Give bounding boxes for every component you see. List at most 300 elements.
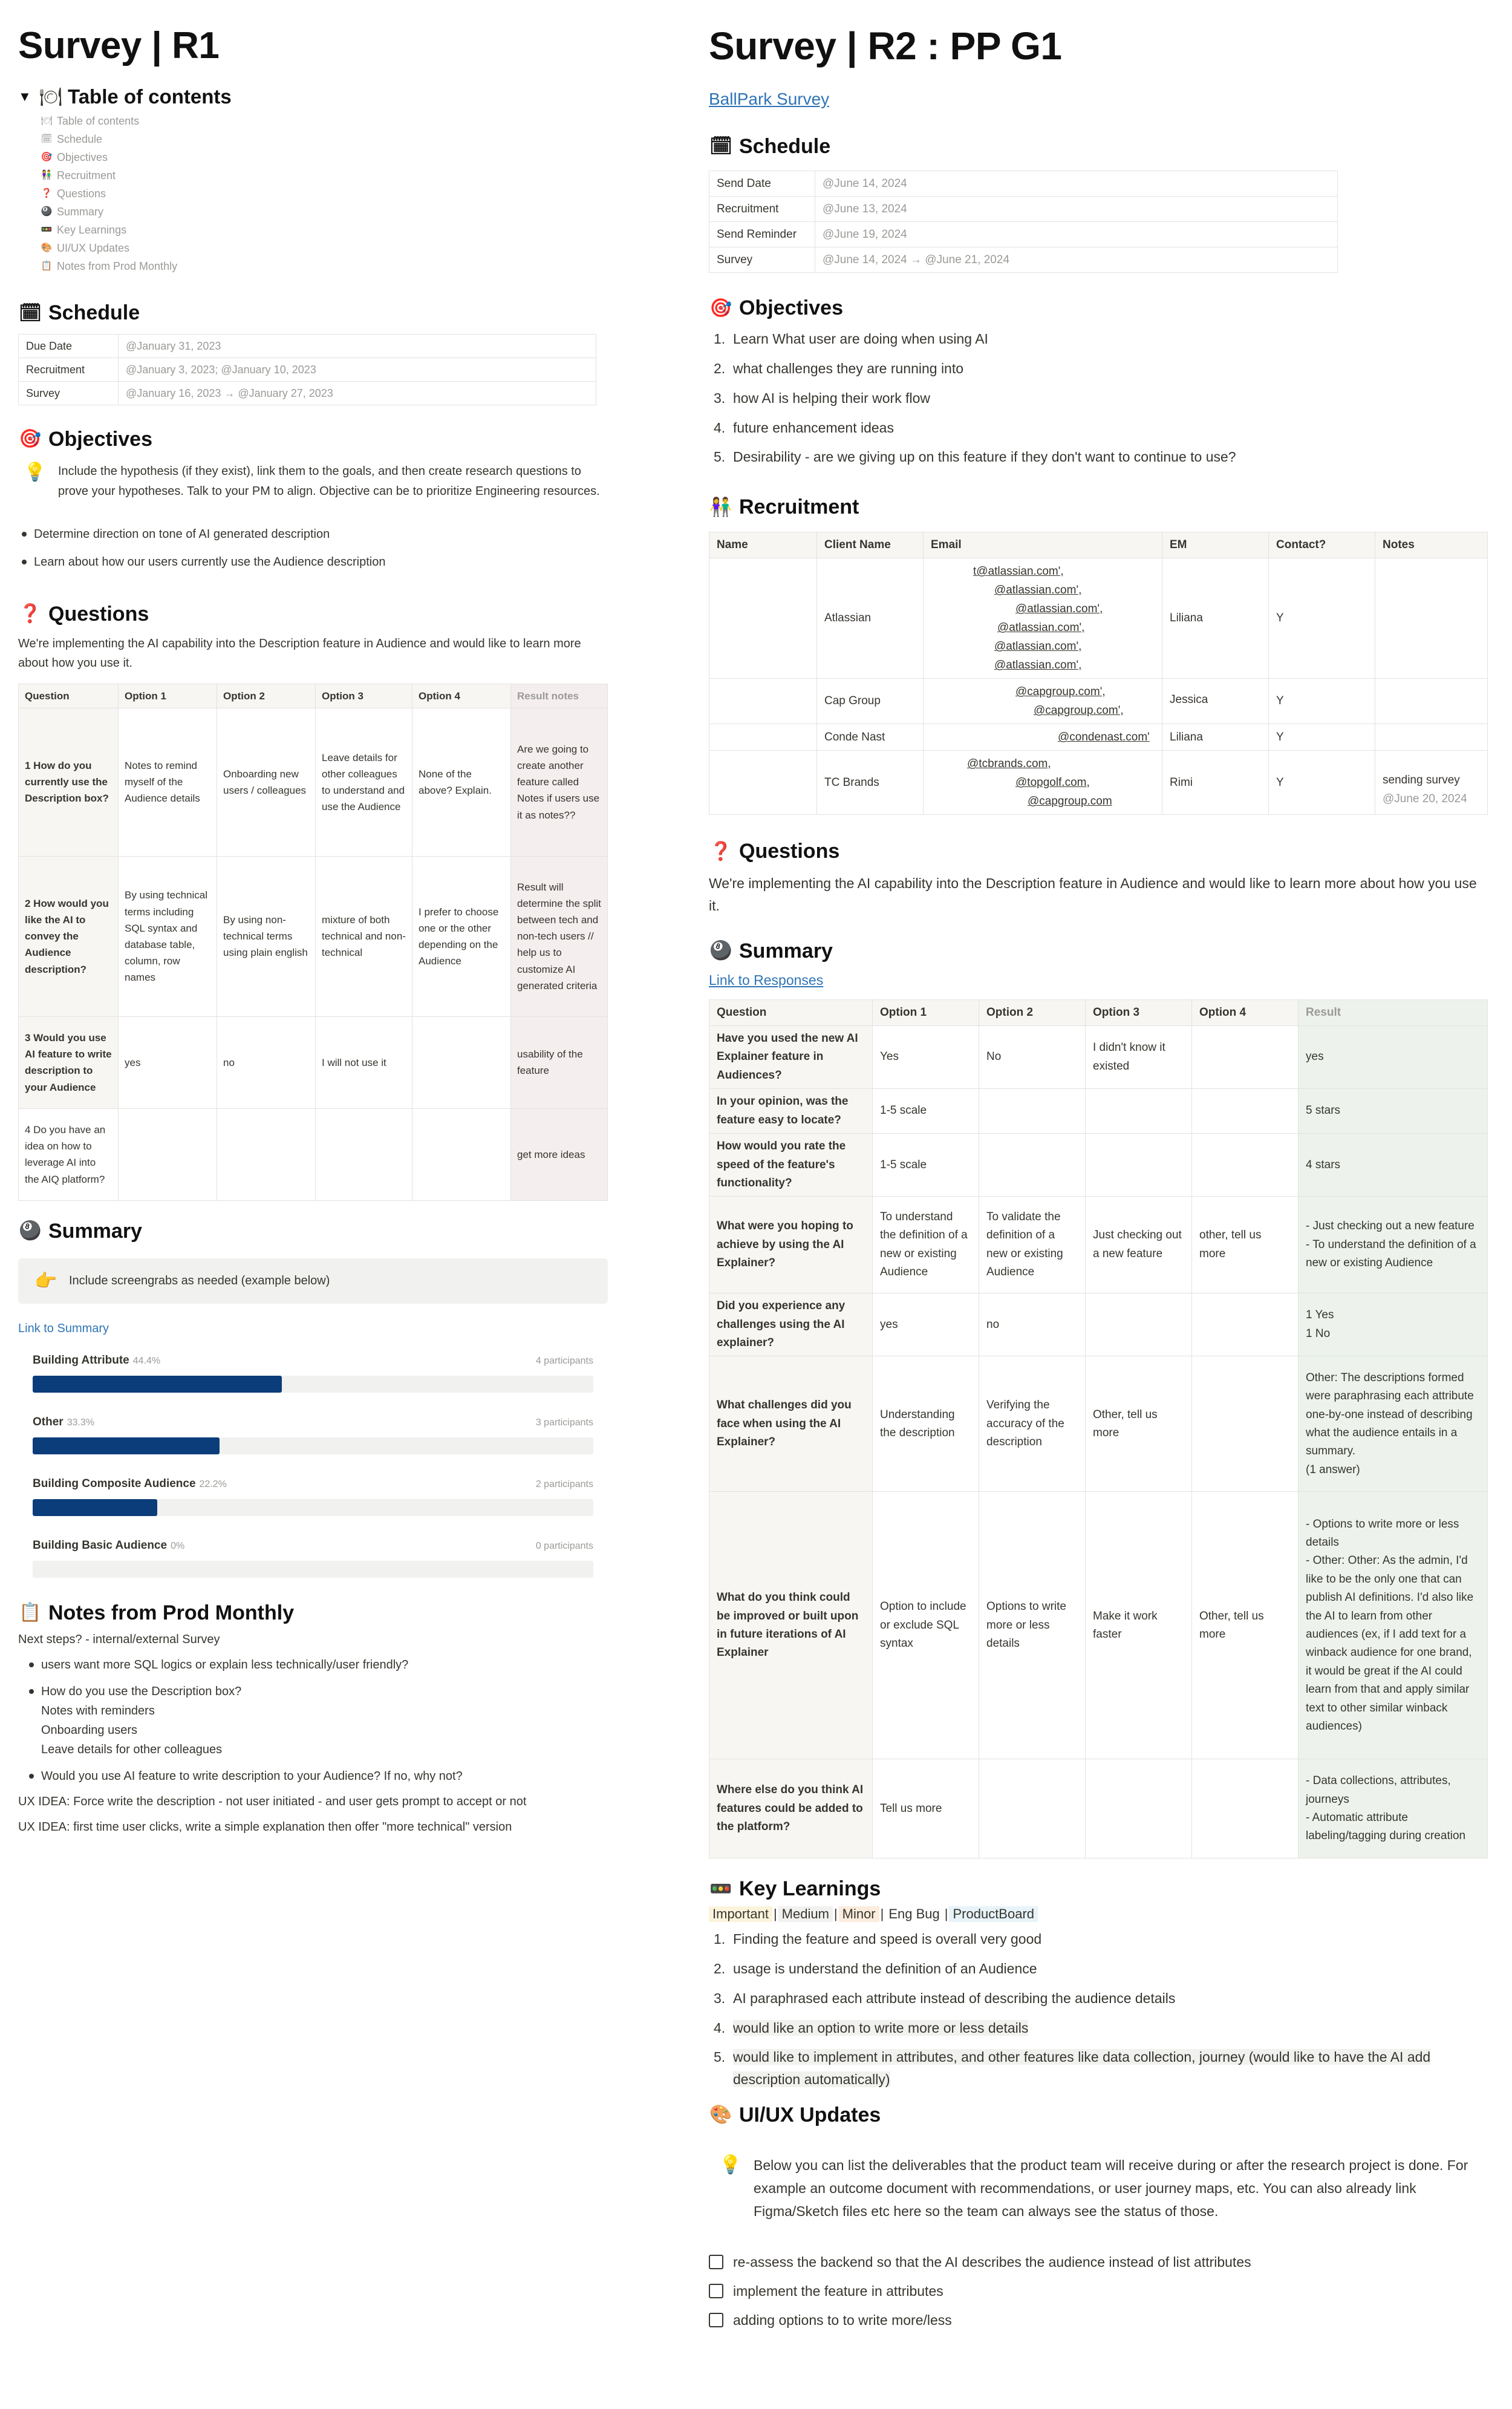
recruitment-heading [709, 495, 1488, 520]
col-header: Option 2 [979, 999, 1086, 1025]
bar-track [33, 1437, 593, 1454]
table-cell [1192, 1025, 1299, 1088]
table-cell: Options to write more or less details [979, 1492, 1086, 1759]
table-cell [1086, 1293, 1192, 1356]
table-cell: Y [1269, 751, 1375, 815]
col-header: Name [709, 532, 817, 558]
bar-fill [33, 1499, 157, 1516]
bar-track [33, 1561, 593, 1578]
table-cell: 4 Do you have an idea on how to leverage AI into the AIQ platform? [19, 1108, 119, 1200]
list-item-text: Learn What user are doing when using AI [733, 331, 988, 347]
bar-name: Building Attribute [33, 1353, 129, 1367]
table-cell [1192, 1759, 1299, 1858]
table-cell: Make it work faster [1086, 1492, 1192, 1759]
list-item-text: would like to implement in attributes, and other features like data collection, journey (would like to have the AI add description automatically) [733, 2049, 1431, 2088]
summary-heading [709, 939, 1488, 964]
notes-cell [1375, 751, 1488, 815]
table-row [19, 382, 596, 405]
toc-toggle[interactable] [18, 85, 608, 108]
objectives-list [709, 328, 1488, 468]
col-header: Result [1299, 999, 1488, 1025]
target-icon: 🎯 [41, 152, 53, 163]
list-item-text: Finding the feature and speed is overall very good [733, 1931, 1042, 1947]
table-cell [1192, 1134, 1299, 1197]
eight-ball-icon: 🎱 [19, 1221, 42, 1241]
email-link[interactable]: @capgroup.com', [1015, 685, 1106, 699]
email-link[interactable]: @atlassian.com', [997, 621, 1085, 635]
table-cell: What do you think could be improved or built upon in future iterations of AI Explainer [709, 1492, 873, 1759]
list-item-line: Notes with reminders [41, 1704, 155, 1718]
table-cell: To understand the definition of a new or existing Audience [873, 1197, 979, 1293]
email-cell [924, 679, 1162, 724]
table-row [709, 171, 1338, 197]
plate-icon: 🍽 [39, 87, 63, 107]
questions-intro: We're implementing the AI capability into the Description feature in Audience and would like to learn more about how you use it. [709, 875, 1477, 914]
table-cell: No [979, 1025, 1086, 1088]
prop-key: Send Reminder [709, 222, 815, 247]
summary-table [709, 999, 1488, 1859]
col-header: Option 4 [412, 684, 511, 708]
table-cell: Understanding the description [873, 1356, 979, 1492]
table-cell: Tell us more [873, 1759, 979, 1858]
table-cell: Notes to remind myself of the Audience details [119, 708, 217, 856]
list-item: 2. usage is understand the definition of an Audience [714, 1961, 1037, 1977]
table-row [19, 856, 608, 1016]
table-row [709, 1197, 1488, 1293]
objectives-callout [18, 462, 608, 502]
todo-list [709, 2252, 1488, 2330]
todo-item [709, 2281, 1488, 2301]
recruitment-table [709, 532, 1488, 815]
table-cell [1192, 1293, 1299, 1356]
col-header: Question [709, 999, 873, 1025]
bar-row [33, 1477, 593, 1516]
list-item-text: usage is understand the definition of an Audience [733, 1961, 1037, 1977]
schedule-table [18, 334, 596, 405]
table-cell: - Data collections, attributes, journeys - Automatic attribute labeling/tagging during creation [1299, 1759, 1488, 1858]
lightbulb-icon: 💡 [24, 462, 47, 482]
notes-date[interactable]: @June 20, 2024 [1383, 792, 1467, 805]
toc-item[interactable] [40, 257, 608, 275]
bar-row [33, 1354, 593, 1393]
notes-text: sending survey [1383, 774, 1460, 787]
bar-count: 2 participants [535, 1479, 593, 1489]
callout-text: Below you can list the deliverables that the product team will receive during or after the research project is done. For example an outcome document with recommendations, or user journey maps, etc. You can also already link Figma/Sketch files etc here so the team can always see the status of those. [754, 2157, 1468, 2219]
prop-value[interactable]: @January 3, 2023; @January 10, 2023 [119, 358, 596, 382]
toc-item-label[interactable]: Key Learnings [57, 224, 127, 237]
bar-row [33, 1539, 593, 1578]
table-cell [709, 724, 817, 751]
table-cell: 1 Yes 1 No [1299, 1293, 1488, 1356]
table-cell [1375, 558, 1488, 679]
bar-track [33, 1499, 593, 1516]
table-row [709, 1759, 1488, 1858]
table-cell: By using technical terms including SQL syntax and database table, column, row names [119, 856, 217, 1016]
list-item: 1. Finding the feature and speed is overall very good [714, 1931, 1042, 1947]
link-to-summary[interactable]: Link to Summary [18, 1321, 109, 1335]
heading-text: Summary [48, 1219, 142, 1243]
schedule-table [709, 171, 1338, 273]
table-row [709, 1293, 1488, 1356]
table-cell: I prefer to choose one or the other depending on the Audience [412, 856, 511, 1016]
table-row [19, 708, 608, 856]
table-cell: Other: The descriptions formed were paraphrasing each attribute one-by-one instead of describing what the audience entails in a summary. (1 answer) [1299, 1356, 1488, 1492]
people-icon: 👫 [41, 170, 53, 181]
bar-fill [33, 1376, 282, 1393]
table-cell [979, 1089, 1086, 1134]
list-item: 1. Learn What user are doing when using AI [714, 331, 988, 347]
col-header: Option 3 [1086, 999, 1192, 1025]
toc-item[interactable] [40, 185, 608, 203]
bar-label-wrap [33, 1477, 227, 1491]
table-cell [1375, 679, 1488, 724]
toc-item-label[interactable]: Notes from Prod Monthly [57, 260, 178, 273]
table-cell: 1 How do you currently use the Description box? [19, 708, 119, 856]
table-cell: Y [1269, 679, 1375, 724]
heading-text: Objectives [739, 296, 843, 320]
notes-list [25, 1655, 608, 1786]
bar-header [33, 1354, 593, 1367]
todo-item [709, 2252, 1488, 2272]
email-link[interactable]: @capgroup.com', [1034, 704, 1124, 717]
table-cell: no [217, 1016, 316, 1108]
prop-value[interactable]: @January 16, 2023 → @January 27, 2023 [119, 382, 596, 405]
clipboard-icon: 📋 [41, 261, 53, 272]
toc-item-label[interactable]: Schedule [57, 133, 103, 146]
list-item: 3. AI paraphrased each attribute instead of describing the audience details [714, 1990, 1176, 2006]
summary-callout [18, 1258, 608, 1304]
plate-icon: 🍽 [41, 116, 53, 126]
list-item-text: what challenges they are running into [733, 360, 964, 376]
heading-text: Recruitment [739, 495, 859, 519]
col-header: Option 1 [119, 684, 217, 708]
toc-item-label[interactable]: UI/UX Updates [57, 242, 130, 255]
objectives-heading [18, 427, 608, 452]
objectives-heading [709, 296, 1488, 321]
table-cell [412, 1108, 511, 1200]
toc-item[interactable] [40, 112, 608, 130]
table-row [709, 724, 1488, 751]
page-title-r2: Survey | R2 : PP G1 [709, 24, 1062, 68]
table-cell: yes [119, 1016, 217, 1108]
col-header: Email [924, 532, 1162, 558]
bar-count: 0 participants [535, 1540, 593, 1551]
table-row [709, 197, 1338, 222]
table-cell: TC Brands [817, 751, 924, 815]
table-cell: - Just checking out a new feature - To understand the definition of a new or existing Audience [1299, 1197, 1488, 1293]
heading-text: UI/UX Updates [739, 2103, 881, 2127]
list-item: 4. future enhancement ideas [714, 419, 894, 436]
table-cell: yes [873, 1293, 979, 1356]
table-cell: 5 stars [1299, 1089, 1488, 1134]
bar-label-wrap [33, 1539, 184, 1552]
table-cell: 2 How would you like the AI to convey the Audience description? [19, 856, 119, 1016]
col-header: Option 1 [873, 999, 979, 1025]
table-row [19, 1108, 608, 1200]
uiux-callout [709, 2154, 1488, 2223]
list-item-text: AI paraphrased each attribute instead of describing the audience details [733, 1990, 1176, 2006]
table-cell [1375, 724, 1488, 751]
table-cell: - Options to write more or less details - Other: Other: As the admin, I'd like to be the only one that can publish AI definitions. I'd also like the AI to learn from other audiences (ex, if I add text for a winback audience for one brand, it would be great if the AI could learn from that and apply similar text to other similar winback audiences) [1299, 1492, 1488, 1759]
separator: | [880, 1906, 884, 1922]
calendar-icon: 🗓 [18, 302, 42, 323]
bar-name: Building Composite Audience [33, 1477, 196, 1490]
ballpark-survey-link[interactable]: BallPark Survey [709, 89, 830, 108]
email-link[interactable]: @atlassian.com', [994, 640, 1082, 653]
toc-item[interactable] [40, 203, 608, 221]
email-link[interactable]: @atlassian.com', [994, 584, 1082, 597]
table-cell: What were you hoping to achieve by using the AI Explainer? [709, 1197, 873, 1293]
tag-important: Important [709, 1906, 772, 1922]
table-cell: Other, tell us more [1192, 1492, 1299, 1759]
table-cell [217, 1108, 316, 1200]
table-cell: 3 Would you use AI feature to write description to your Audience [19, 1016, 119, 1108]
email-link[interactable]: @topgolf.com, [1015, 776, 1090, 789]
table-cell [1086, 1134, 1192, 1197]
email-cell [924, 751, 1162, 815]
table-cell: How would you rate the speed of the feature's functionality? [709, 1134, 873, 1197]
table-cell: Y [1269, 558, 1375, 679]
toc-item[interactable] [40, 148, 608, 166]
table-header-row [19, 684, 608, 708]
left-page [18, 0, 608, 1837]
toc-item[interactable] [40, 130, 608, 148]
email-link[interactable]: @tcbrands.com, [967, 757, 1051, 771]
email-link[interactable]: @atlassian.com', [1015, 603, 1103, 616]
col-header: Option 4 [1192, 999, 1299, 1025]
toc-item-label[interactable]: Questions [57, 188, 106, 200]
ballpark-link-wrap [709, 90, 1488, 109]
prop-key: Survey [709, 247, 815, 273]
table-cell: Leave details for other colleagues to understand and use the Audience [316, 708, 412, 856]
table-cell: Cap Group [817, 679, 924, 724]
toc-item-label[interactable]: Summary [57, 206, 104, 218]
bar-percent: 22.2% [199, 1479, 227, 1489]
table-cell: Atlassian [817, 558, 924, 679]
table-cell [1192, 1089, 1299, 1134]
traffic-light-icon: 🚥 [41, 224, 53, 235]
ux-idea-text: UX IDEA: first time user clicks, write a simple explanation then offer "more technical" version [18, 1820, 512, 1834]
table-cell: Jessica [1162, 679, 1269, 724]
list-item: 5. would like to implement in attributes, and other features like data collection, journey (would like to have the AI add description automatically) [714, 2049, 1431, 2088]
page-title-r1: Survey | R1 [18, 25, 220, 67]
table-cell: 4 stars [1299, 1134, 1488, 1197]
col-header: EM [1162, 532, 1269, 558]
list-item: Determine direction on tone of AI generated description [18, 525, 608, 544]
separator: | [833, 1906, 838, 1922]
tag-productboard: ProductBoard [949, 1906, 1038, 1922]
table-cell [316, 1108, 412, 1200]
bar-name: Other [33, 1415, 64, 1428]
table-cell: Other, tell us more [1086, 1356, 1192, 1492]
table-row [709, 247, 1338, 273]
next-steps-text: Next steps? - internal/external Survey [18, 1633, 220, 1647]
eight-ball-icon: 🎱 [709, 941, 732, 961]
bar-name: Building Basic Audience [33, 1538, 168, 1552]
heading-text: Objectives [48, 428, 152, 451]
email-cell [924, 724, 1162, 751]
toc-item-label[interactable]: Table of contents [57, 115, 140, 128]
table-row [19, 335, 596, 358]
ux-idea-text: UX IDEA: Force write the description - not user initiated - and user gets prompt to accept or not [18, 1795, 527, 1809]
table-cell [979, 1759, 1086, 1858]
table-row [19, 1016, 608, 1108]
bar-percent: 44.4% [132, 1355, 161, 1366]
prop-value[interactable]: @January 31, 2023 [119, 335, 596, 358]
toc-heading: Table of contents [68, 85, 232, 108]
bar-row [33, 1416, 593, 1454]
table-cell: 1-5 scale [873, 1134, 979, 1197]
checkbox[interactable] [709, 2284, 723, 2298]
table-row [709, 1356, 1488, 1492]
calendar-icon: 🗓 [41, 134, 53, 145]
prop-key: Recruitment [19, 358, 119, 382]
eight-ball-icon: 🎱 [41, 206, 53, 217]
table-header-row [709, 532, 1488, 558]
table-row [709, 1025, 1488, 1088]
email-cell [924, 558, 1162, 679]
todo-text: re-assess the backend so that the AI describes the audience instead of list attributes [733, 2254, 1251, 2270]
col-header: Question [19, 684, 119, 708]
list-item-text: how AI is helping their work flow [733, 390, 930, 406]
table-cell: To validate the definition of a new or existing Audience [979, 1197, 1086, 1293]
prop-value[interactable]: @June 13, 2024 [815, 197, 1338, 222]
checkbox[interactable] [709, 2313, 723, 2327]
responses-link-wrap [709, 972, 1488, 989]
list-item-text: Desirability - are we giving up on this feature if they don't want to continue to use? [733, 449, 1236, 465]
list-item: 5. Desirability - are we giving up on this feature if they don't want to continue to use? [714, 449, 1236, 465]
separator: | [773, 1906, 777, 1922]
table-cell: Liliana [1162, 558, 1269, 679]
callout-text: Include screengrabs as needed (example below) [69, 1273, 330, 1287]
bar-header [33, 1416, 593, 1429]
toc-item[interactable] [40, 166, 608, 185]
table-cell: yes [1299, 1025, 1488, 1088]
bar-count: 3 participants [535, 1417, 593, 1428]
prop-key: Survey [19, 382, 119, 405]
list-item: users want more SQL logics or explain less technically/user friendly? [25, 1655, 608, 1675]
list-item-line: Onboarding users [41, 1724, 137, 1737]
table-cell [709, 751, 817, 815]
bar-fill [33, 1437, 220, 1454]
link-to-responses[interactable]: Link to Responses [709, 972, 824, 988]
table-cell [709, 558, 817, 679]
table-cell: no [979, 1293, 1086, 1356]
table-cell: Onboarding new users / colleagues [217, 708, 316, 856]
list-item: 4. would like an option to write more or less details [714, 2019, 1029, 2036]
palette-icon: 🎨 [709, 2105, 732, 2125]
table-row [709, 1089, 1488, 1134]
checkbox[interactable] [709, 2255, 723, 2269]
table-cell: other, tell us more [1192, 1197, 1299, 1293]
target-icon: 🎯 [19, 429, 42, 449]
email-link[interactable]: t@atlassian.com', [973, 565, 1064, 578]
table-row [19, 358, 596, 382]
summary-bar-chart [33, 1354, 593, 1578]
list-item-line: Leave details for other colleagues [41, 1743, 223, 1757]
list-item: 2. what challenges they are running into [714, 360, 964, 376]
triangle-down-icon[interactable]: ▼ [18, 89, 31, 105]
prop-key: Due Date [19, 335, 119, 358]
table-cell: Just checking out a new feature [1086, 1197, 1192, 1293]
heading-text: Key Learnings [739, 1877, 881, 1901]
prop-value[interactable]: @June 14, 2024 → @June 21, 2024 [815, 247, 1338, 273]
toc-item-label[interactable]: Objectives [57, 151, 108, 164]
list-item: 3. how AI is helping their work flow [714, 390, 930, 406]
list-item: Learn about how our users currently use the Audience description [18, 552, 608, 572]
table-cell: By using non-technical terms using plain english [217, 856, 316, 1016]
table-row [709, 1134, 1488, 1197]
schedule-heading [709, 134, 1488, 159]
table-cell: Have you used the new AI Explainer feature in Audiences? [709, 1025, 873, 1088]
toc-item[interactable] [40, 239, 608, 257]
questions-heading [709, 839, 1488, 864]
prop-key: Send Date [709, 171, 815, 197]
col-header: Client Name [817, 532, 924, 558]
todo-text: implement the feature in attributes [733, 2283, 943, 2299]
tag-medium: Medium [778, 1906, 833, 1922]
bar-percent: 33.3% [67, 1417, 95, 1428]
traffic-light-icon: 🚥 [709, 1878, 732, 1899]
priority-legend [709, 1906, 1488, 1922]
table-cell: Yes [873, 1025, 979, 1088]
people-icon: 👫 [709, 497, 732, 517]
table-cell: get more ideas [511, 1108, 608, 1200]
table-cell: 1-5 scale [873, 1089, 979, 1134]
right-page [709, 0, 1488, 2339]
list-item [25, 1682, 608, 1759]
toc-item-label[interactable]: Recruitment [57, 169, 116, 182]
notes-heading [18, 1601, 608, 1626]
list-item-text: would like an option to write more or less details [733, 2019, 1029, 2036]
prop-value[interactable]: @June 14, 2024 [815, 171, 1338, 197]
email-link[interactable]: @condenast.com' [1058, 731, 1150, 744]
palette-icon: 🎨 [41, 243, 53, 253]
col-header: Option 3 [316, 684, 412, 708]
tag-minor: Minor [839, 1906, 879, 1922]
email-link[interactable]: @capgroup.com [1028, 795, 1112, 808]
prop-value[interactable]: @June 19, 2024 [815, 222, 1338, 247]
table-cell: Liliana [1162, 724, 1269, 751]
callout-text: Include the hypothesis (if they exist), link them to the goals, and then create research questions to prove your hypotheses. Talk to your PM to align. Objective can be to prioritize Engineering resources. [58, 464, 600, 498]
table-cell [979, 1134, 1086, 1197]
question-icon: ❓ [41, 188, 53, 199]
table-cell: Conde Nast [817, 724, 924, 751]
questions-heading [18, 602, 608, 627]
bar-label-wrap [33, 1354, 160, 1367]
questions-intro: We're implementing the AI capability into the Description feature in Audience and would like to learn more about how you use it. [18, 636, 581, 670]
key-learnings-list [709, 1928, 1488, 2091]
table-row [709, 222, 1338, 247]
col-header: Notes [1375, 532, 1488, 558]
table-header-row [709, 999, 1488, 1025]
table-row [709, 1492, 1488, 1759]
email-link[interactable]: @atlassian.com', [994, 659, 1082, 672]
table-cell [709, 679, 817, 724]
table-cell: Result will determine the split between tech and non-tech users // help us to customize AI generated criteria [511, 856, 608, 1016]
heading-text: Schedule [48, 301, 140, 325]
table-cell: Are we going to create another feature called Notes if users use it as notes?? [511, 708, 608, 856]
table-cell: What challenges did you face when using the AI Explainer? [709, 1356, 873, 1492]
table-cell: Rimi [1162, 751, 1269, 815]
col-header: Result notes [511, 684, 608, 708]
question-icon: ❓ [709, 841, 732, 861]
separator: | [944, 1906, 948, 1922]
toc-item[interactable] [40, 221, 608, 239]
clipboard-icon: 📋 [19, 1603, 42, 1623]
todo-text: adding options to to write more/less [733, 2312, 952, 2329]
heading-text: Questions [739, 840, 840, 863]
